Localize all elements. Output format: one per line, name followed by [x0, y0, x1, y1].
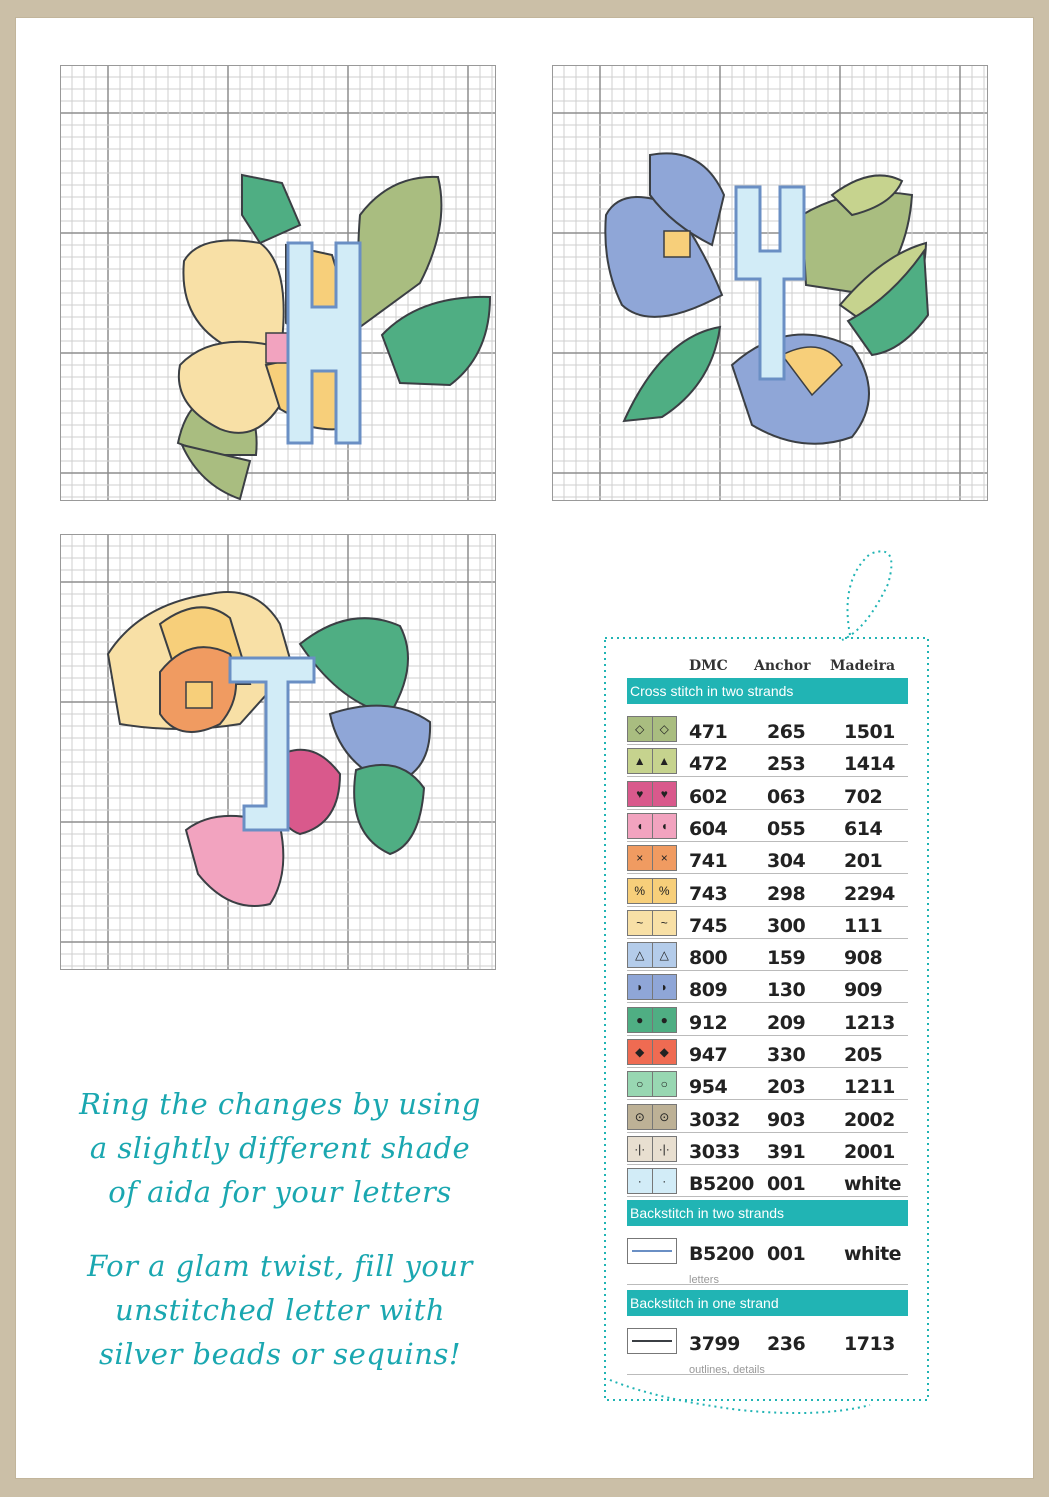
back1-note: outlines, details — [689, 1364, 765, 1376]
thread-swatch — [627, 910, 677, 936]
thread-dmc: 800 — [689, 947, 728, 970]
thread-anchor: 159 — [767, 947, 806, 970]
thread-swatch — [627, 1039, 677, 1065]
tip1-line1: Ring the changes by using — [79, 1087, 481, 1121]
swatch-symbol: ● — [653, 1008, 677, 1032]
thread-row — [627, 712, 908, 745]
thread-madeira: 205 — [844, 1044, 883, 1066]
swatch-symbol: ⊙ — [628, 1105, 653, 1129]
swatch-symbol: ○ — [628, 1072, 653, 1096]
thread-dmc: 947 — [689, 1044, 728, 1066]
thread-key — [603, 636, 931, 1396]
back2-madeira: white — [844, 1243, 902, 1265]
section-cross-stitch: Cross stitch in two strands — [627, 678, 908, 704]
tip-aida-shade — [70, 1082, 490, 1214]
thread-anchor: 209 — [767, 1011, 806, 1034]
thread-anchor: 203 — [767, 1076, 806, 1099]
swatch-symbol: ◖ — [653, 814, 677, 838]
swatch-symbol: ◗ — [628, 975, 653, 999]
thread-anchor: 330 — [767, 1044, 806, 1066]
thread-dmc: 743 — [689, 882, 728, 905]
back1-dmc: 3799 — [689, 1333, 740, 1355]
swatch-symbol: ♥ — [653, 782, 677, 806]
thread-swatch — [627, 878, 677, 904]
thread-swatch — [627, 942, 677, 968]
thread-anchor: 063 — [767, 785, 806, 808]
thread-row — [627, 938, 908, 971]
thread-swatch — [627, 1168, 677, 1194]
thread-swatch — [627, 845, 677, 871]
thread-dmc: 912 — [689, 1011, 728, 1034]
tip2-line2: unstitched letter with — [114, 1293, 446, 1327]
swatch-symbol: ⊙ — [653, 1105, 677, 1129]
thread-anchor: 055 — [767, 817, 806, 840]
swatch-symbol: ♥ — [628, 782, 653, 806]
thread-swatch — [627, 1104, 677, 1130]
thread-swatch — [627, 1136, 677, 1162]
thread-dmc: 471 — [689, 721, 728, 743]
thread-anchor: 298 — [767, 882, 806, 905]
thread-swatch — [627, 974, 677, 1000]
thread-row — [627, 841, 908, 874]
swatch-symbol: · — [653, 1169, 677, 1193]
thread-madeira: 2294 — [844, 882, 895, 905]
thread-madeira: 1414 — [844, 753, 895, 776]
swatch-symbol: ◆ — [628, 1040, 653, 1064]
backstitch-letters-row — [627, 1234, 908, 1285]
thread-row — [627, 1003, 908, 1036]
tip1-line2: a slightly different shade — [89, 1131, 471, 1165]
swatch-symbol: ~ — [653, 911, 677, 935]
swatch-symbol: ● — [628, 1008, 653, 1032]
thread-madeira: 702 — [844, 785, 883, 808]
tip1-line3: of aida for your letters — [108, 1175, 452, 1209]
tip2-line1: For a glam twist, fill your — [87, 1249, 473, 1283]
thread-swatch — [627, 1071, 677, 1097]
back1-anchor: 236 — [767, 1333, 806, 1355]
thread-dmc: 472 — [689, 753, 728, 776]
thread-dmc: 602 — [689, 785, 728, 808]
section-backstitch-one: Backstitch in one strand — [627, 1290, 908, 1316]
thread-dmc: 954 — [689, 1076, 728, 1099]
thread-madeira: white — [844, 1173, 902, 1196]
chart-h-graphic — [60, 65, 496, 501]
swatch-symbol: × — [653, 846, 677, 870]
swatch-symbol: ·|· — [628, 1137, 653, 1161]
thread-anchor: 304 — [767, 850, 806, 873]
thread-row — [627, 777, 908, 810]
thread-dmc: 745 — [689, 914, 728, 937]
thread-madeira: 909 — [844, 979, 883, 1002]
thread-madeira: 1211 — [844, 1076, 895, 1099]
thread-row — [627, 744, 908, 777]
thread-madeira: 614 — [844, 817, 883, 840]
thread-anchor: 265 — [767, 721, 806, 743]
swatch-symbol: × — [628, 846, 653, 870]
thread-swatch — [627, 716, 677, 742]
cross-stitch-chart-y — [552, 65, 988, 501]
thread-swatch — [627, 781, 677, 807]
swatch-symbol: ○ — [653, 1072, 677, 1096]
column-madeira: Madeira — [830, 658, 896, 674]
swatch-symbol: · — [628, 1169, 653, 1193]
thread-anchor: 001 — [767, 1173, 806, 1196]
back1-madeira: 1713 — [844, 1333, 895, 1355]
backstitch-dark-swatch — [627, 1328, 677, 1354]
thread-dmc: 809 — [689, 979, 728, 1002]
thread-row — [627, 1132, 908, 1165]
thread-madeira: 2001 — [844, 1140, 895, 1163]
thread-row — [627, 809, 908, 842]
thread-anchor: 903 — [767, 1108, 806, 1131]
thread-anchor: 300 — [767, 914, 806, 937]
swatch-symbol: ◗ — [653, 975, 677, 999]
thread-madeira: 1213 — [844, 1011, 895, 1034]
back2-anchor: 001 — [767, 1243, 806, 1265]
swatch-symbol: ·|· — [653, 1137, 677, 1161]
cross-stitch-chart-j — [60, 534, 496, 970]
thread-dmc: 604 — [689, 817, 728, 840]
swatch-symbol: ◖ — [628, 814, 653, 838]
backstitch-blue-swatch — [627, 1238, 677, 1264]
thread-dmc: 741 — [689, 850, 728, 873]
tip-glam-twist — [70, 1244, 490, 1376]
swatch-symbol: % — [653, 879, 677, 903]
swatch-symbol: ◆ — [653, 1040, 677, 1064]
thread-madeira: 1501 — [844, 721, 895, 743]
column-anchor: Anchor — [754, 658, 811, 674]
swatch-symbol: ▲ — [653, 749, 677, 773]
thread-row — [627, 1164, 908, 1197]
thread-anchor: 253 — [767, 753, 806, 776]
swatch-symbol: ▲ — [628, 749, 653, 773]
swatch-symbol: ◇ — [653, 717, 677, 741]
thread-swatch — [627, 1007, 677, 1033]
swatch-symbol: △ — [653, 943, 677, 967]
thread-dmc: 3032 — [689, 1108, 740, 1131]
chart-j-graphic — [60, 534, 496, 970]
swatch-symbol: △ — [628, 943, 653, 967]
swatch-symbol: % — [628, 879, 653, 903]
thread-madeira: 111 — [844, 914, 883, 937]
cross-stitch-chart-h — [60, 65, 496, 501]
thread-anchor: 391 — [767, 1140, 806, 1163]
thread-swatch — [627, 813, 677, 839]
chart-y-graphic — [552, 65, 988, 501]
thread-row — [627, 1035, 908, 1068]
thread-madeira: 2002 — [844, 1108, 895, 1131]
thread-anchor: 130 — [767, 979, 806, 1002]
back2-note: letters — [689, 1274, 719, 1286]
thread-row — [627, 970, 908, 1003]
swatch-symbol: ~ — [628, 911, 653, 935]
thread-dmc: B5200 — [689, 1173, 754, 1196]
thread-row — [627, 1100, 908, 1133]
column-dmc: DMC — [689, 658, 728, 674]
thread-row — [627, 906, 908, 939]
section-backstitch-two: Backstitch in two strands — [627, 1200, 908, 1226]
tip2-line3: silver beads or sequins! — [98, 1337, 462, 1371]
thread-row — [627, 874, 908, 907]
thread-swatch — [627, 748, 677, 774]
back2-dmc: B5200 — [689, 1243, 754, 1265]
thread-madeira: 201 — [844, 850, 883, 873]
backstitch-outlines-row — [627, 1324, 908, 1375]
thread-madeira: 908 — [844, 947, 883, 970]
thread-dmc: 3033 — [689, 1140, 740, 1163]
swatch-symbol: ◇ — [628, 717, 653, 741]
thread-row — [627, 1067, 908, 1100]
